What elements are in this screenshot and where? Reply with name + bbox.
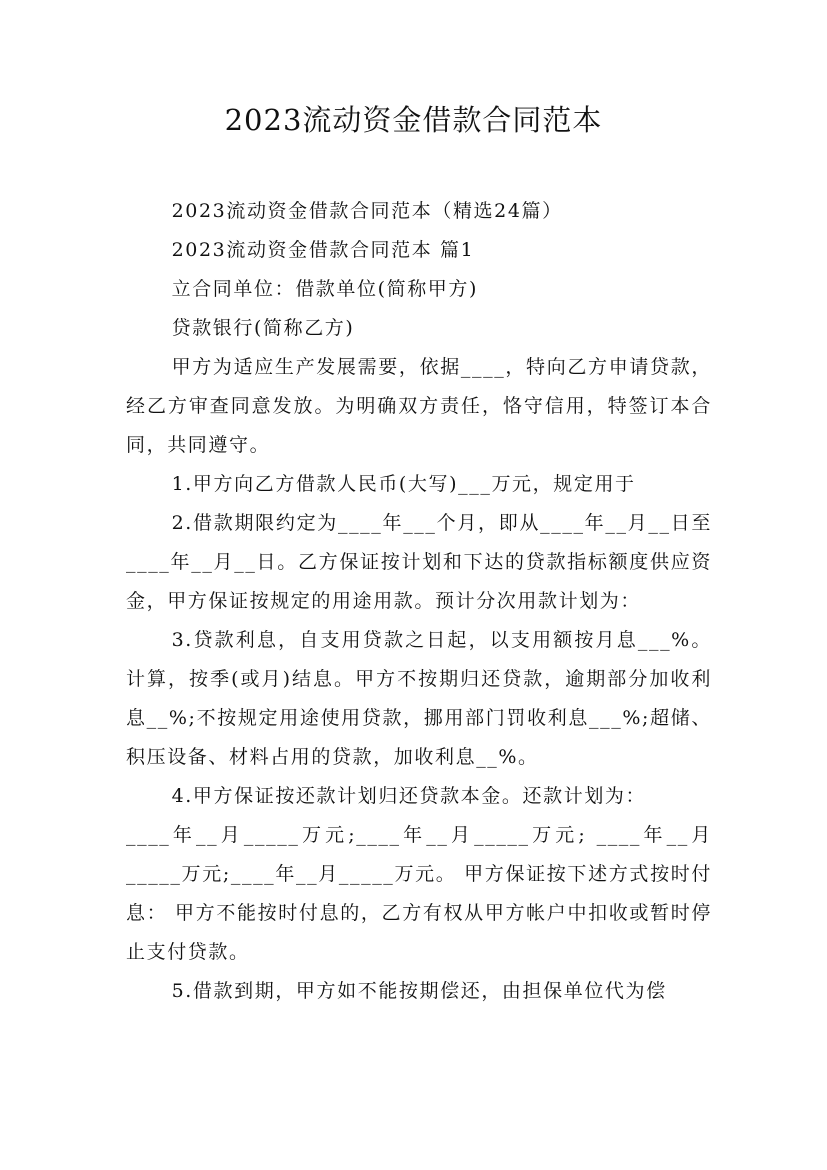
paragraph-subtitle: 2023流动资金借款合同范本（精选24篇） [171,200,563,222]
clause-4: 4.甲方保证按还款计划归还贷款本金。还款计划为： [171,785,647,807]
clause-1: 1.甲方向乙方借款人民币(大写)___万元，规定用于 [171,473,636,495]
paragraph-section-heading: 2023流动资金借款合同范本 篇1 [171,239,475,261]
paragraph-party-a: 立合同单位：借款单位(简称甲方) [171,278,479,300]
clause-2: 2.借款期限约定为____年___个月，即从____年__月__日至____年__月__日。乙方保证按计划和下达的贷款指标额度供应资金，甲方保证按规定的用途用款。预计分次用款计划为： [126,512,712,612]
clause-3: 3.贷款利息，自支用贷款之日起，以支用额按月息___%。计算，按季(或月)结息。甲方不按期归还贷款，逾期部分加收利息__%;不按规定用途使用贷款，挪用部门罚收利息___%;超储、积压设备、材料占用的贷款，加收利息__%。 [126,629,712,768]
clause-4-repayment-plan: ____年__月_____万元;____年__月_____万元; ____年__月_____万元;____年__月_____万元。 甲方保证按下述方式按时付息： 甲方不能按时付息的，乙方有权从甲方帐户中扣收或暂时停止支付贷款。 [126,824,712,963]
clause-5: 5.借款到期，甲方如不能按期偿还，由担保单位代为偿 [171,980,667,1002]
paragraph-preamble: 甲方为适应生产发展需要，依据____，特向乙方申请贷款，经乙方审查同意发放。为明确双方责任，恪守信用，特签订本合同，共同遵守。 [126,356,712,456]
document-body [126,192,712,1011]
paragraph-party-b: 贷款银行(简称乙方) [171,317,355,339]
document-title: 2023流动资金借款合同范本 [224,103,603,137]
